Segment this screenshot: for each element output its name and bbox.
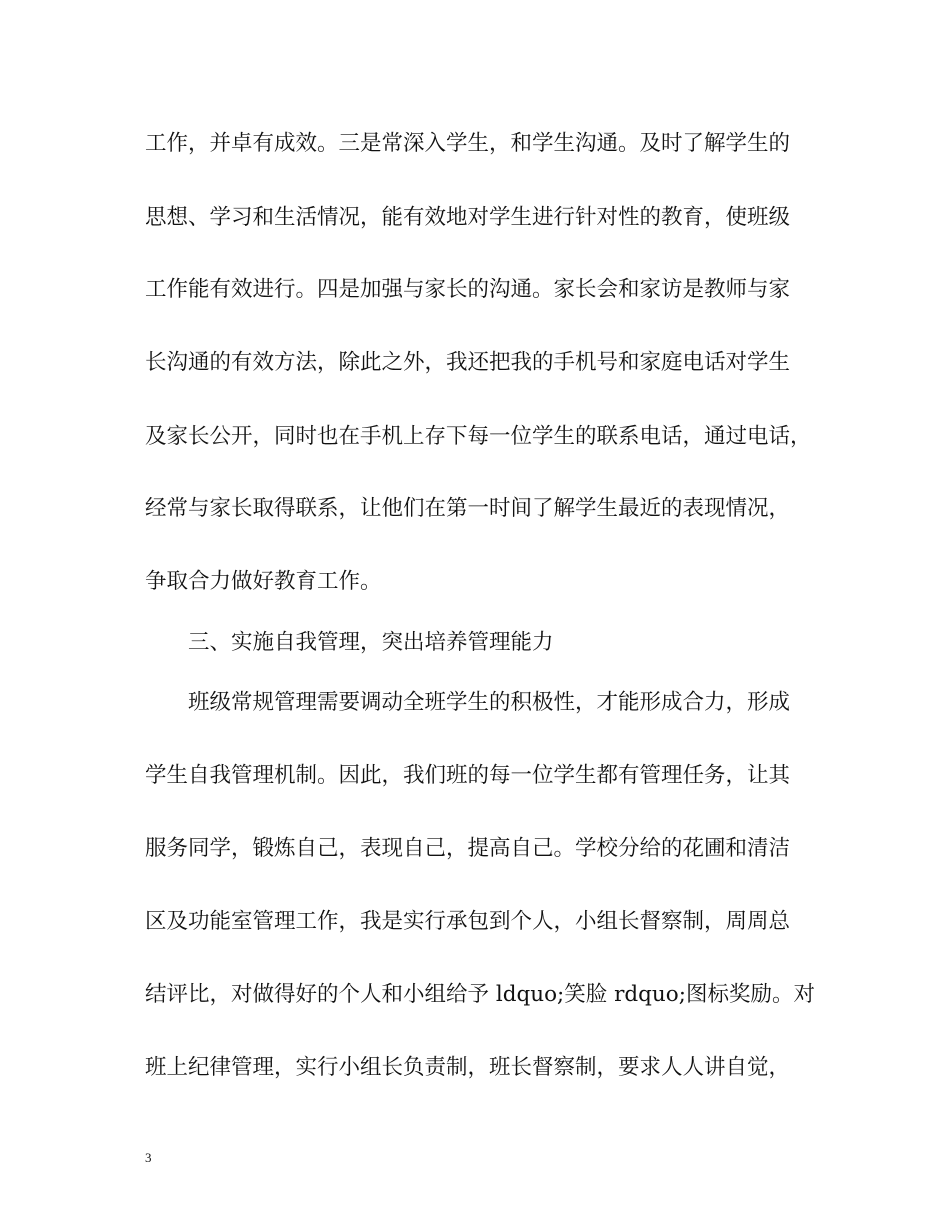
text-line: 区及功能室管理工作，我是实行承包到个人，小组长督察制，周周总 (145, 909, 791, 934)
text-line: 班上纪律管理，实行小组长负责制，班长督察制，要求人人讲自觉， (145, 1055, 791, 1080)
text-line: 学生自我管理机制。因此，我们班的每一位学生都有管理任务，让其 (145, 763, 791, 788)
text-line: 工作能有效进行。四是加强与家长的沟通。家长会和家访是教师与家 (145, 277, 791, 302)
paragraph-first-line: 班级常规管理需要调动全班学生的积极性，才能形成合力，形成 (188, 690, 791, 715)
text-line: 结评比，对做得好的个人和小组给予 ldquo;笑脸 rdquo;图标奖励。对 (145, 982, 815, 1007)
text-line: 争取合力做好教育工作。 (145, 569, 382, 594)
text-line: 经常与家长取得联系，让他们在第一时间了解学生最近的表现情况， (145, 496, 791, 521)
page-number: 3 (145, 1150, 152, 1165)
text-line: 工作，并卓有成效。三是常深入学生，和学生沟通。及时了解学生的 (145, 131, 791, 156)
text-line: 长沟通的有效方法，除此之外，我还把我的手机号和家庭电话对学生 (145, 350, 791, 375)
text-line: 及家长公开，同时也在手机上存下每一位学生的联系电话，通过电话， (145, 424, 812, 449)
text-line: 服务同学，锻炼自己，表现自己，提高自己。学校分给的花圃和清洁 (145, 836, 791, 861)
section-heading: 三、实施自我管理，突出培养管理能力 (188, 630, 554, 655)
text-line: 思想、学习和生活情况，能有效地对学生进行针对性的教育，使班级 (145, 205, 791, 230)
